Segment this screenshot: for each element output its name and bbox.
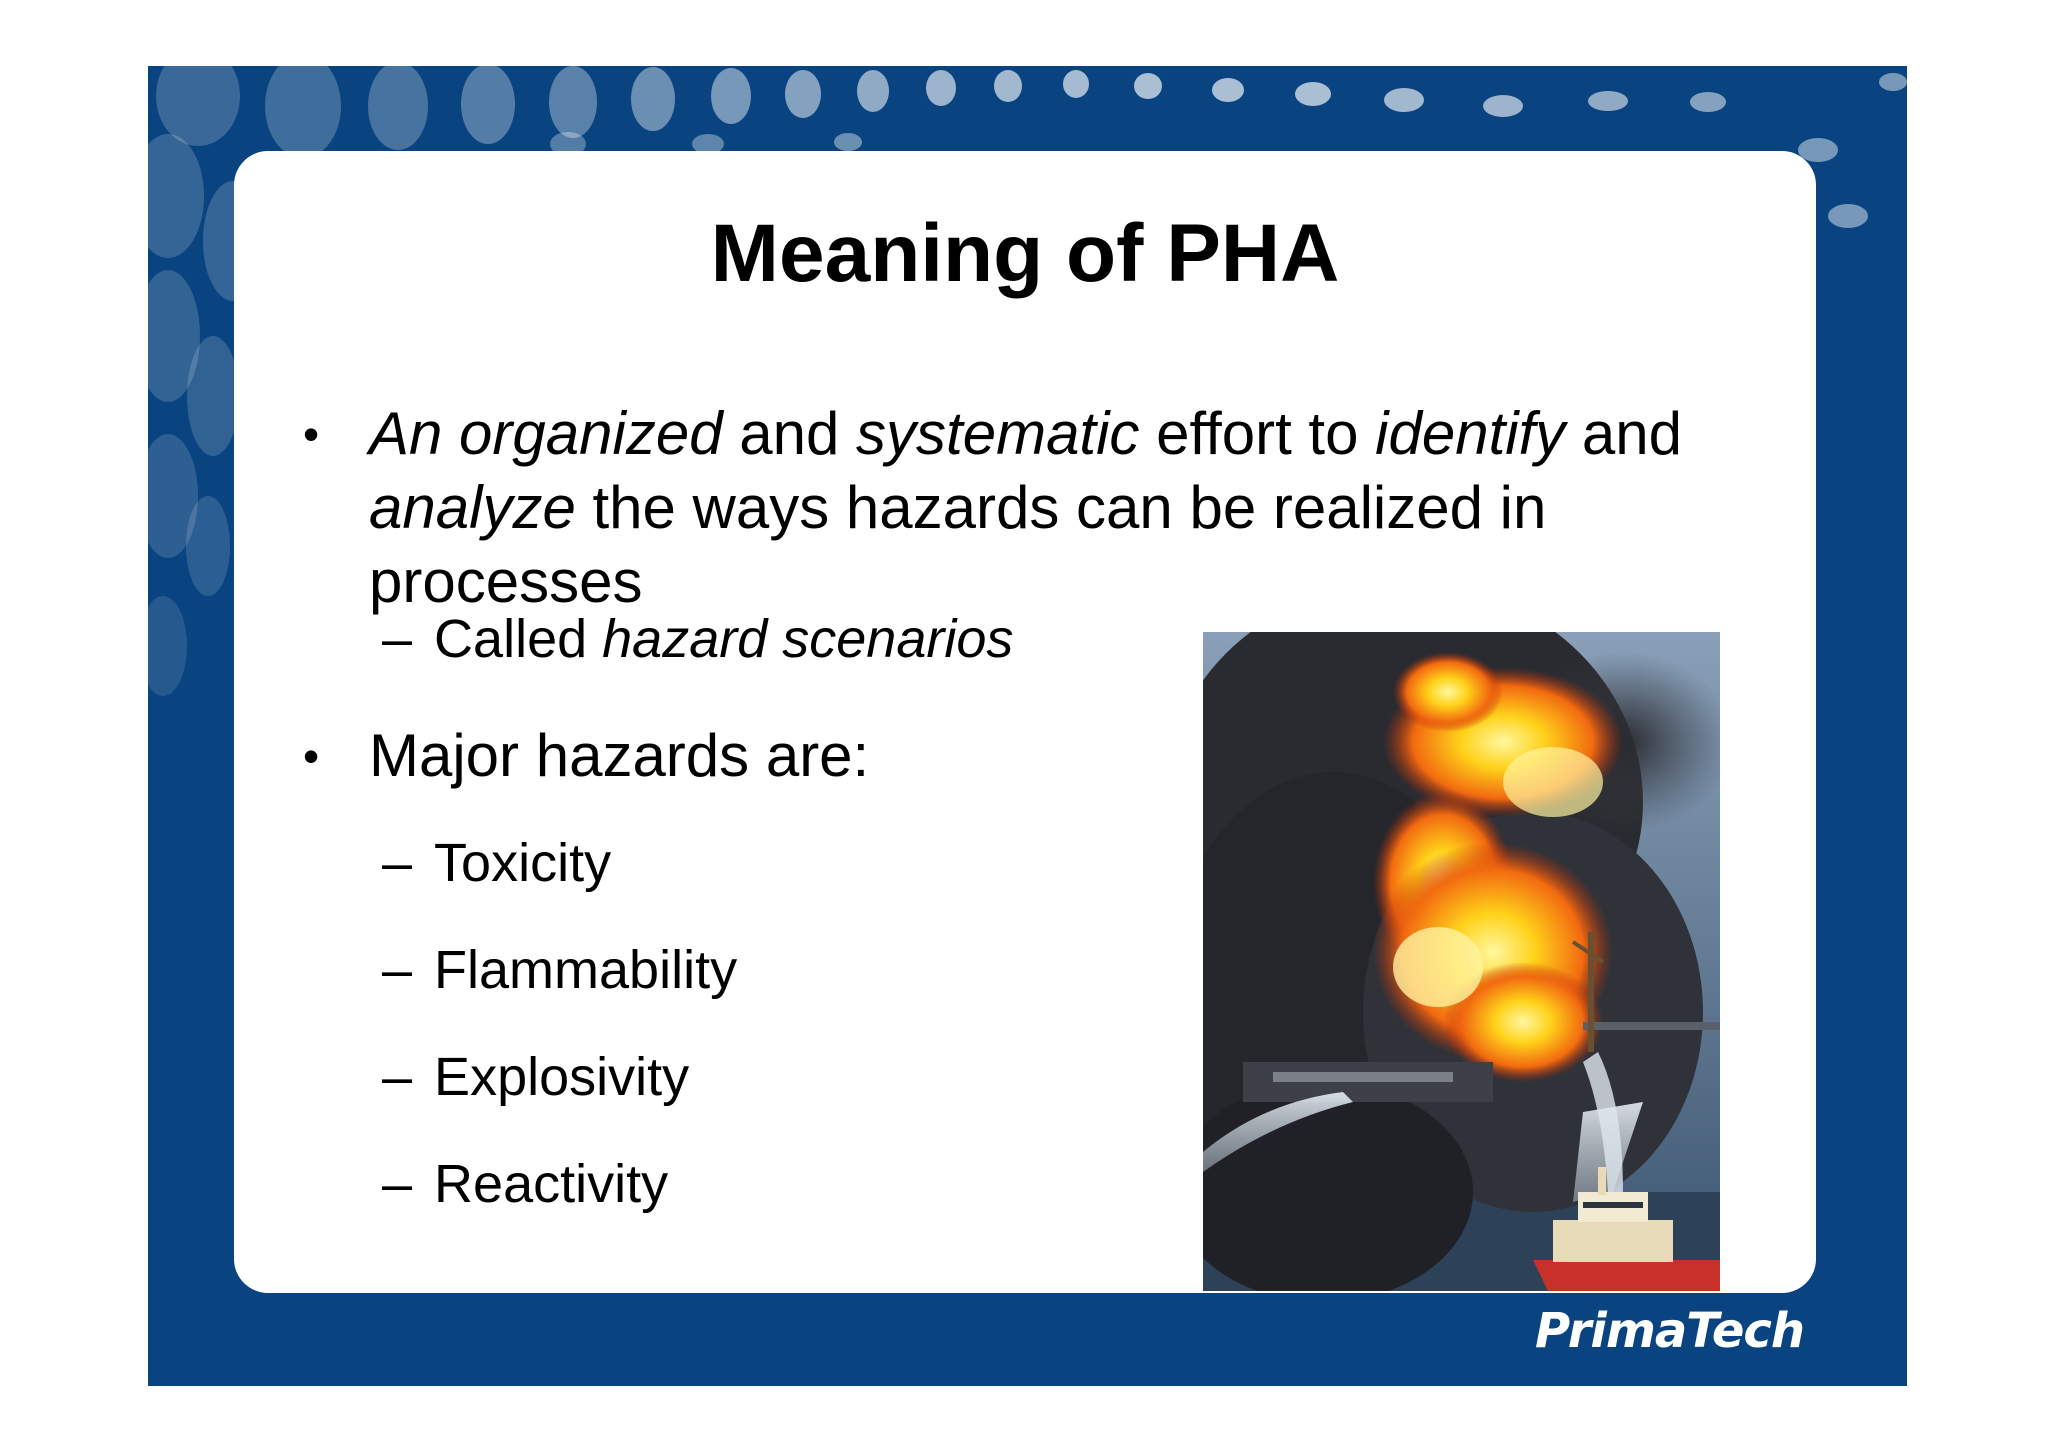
text-segment: effort to — [1139, 400, 1376, 467]
brand-logo: PrimaTech — [1535, 1303, 1804, 1359]
sub-bullet-hazard-scenarios — [382, 607, 1013, 671]
hazard-label: Reactivity — [434, 1154, 669, 1214]
slide — [148, 66, 1907, 1386]
text-segment: the ways hazards can be realized in processes — [369, 474, 1547, 615]
offshore-rig-fire-photo — [1203, 632, 1720, 1291]
slide-title: Meaning of PHA — [710, 208, 1340, 299]
emphasis-systematic: systematic — [856, 400, 1140, 467]
hazard-label: Flammability — [434, 940, 738, 1000]
dash-marker: – — [382, 833, 413, 893]
emphasis-identify: identify — [1375, 400, 1566, 467]
bullet-major-hazards — [303, 719, 1269, 793]
emphasis-organized: An organized — [369, 400, 723, 467]
bullet-definition — [303, 397, 1729, 619]
text-segment: and — [722, 400, 857, 467]
text-segment: and — [1565, 400, 1683, 467]
dash-marker: – — [382, 609, 413, 669]
hazard-item — [382, 831, 611, 895]
bullet-text: Major hazards are: — [369, 722, 870, 789]
dash-marker: – — [382, 1154, 413, 1214]
dash-marker: – — [382, 1047, 413, 1107]
bullet-marker: • — [303, 408, 320, 460]
text-segment: Called — [434, 609, 603, 669]
bullet-marker: • — [303, 730, 320, 782]
dash-marker: – — [382, 940, 413, 1000]
content-panel — [234, 151, 1816, 1293]
hazard-label: Toxicity — [434, 833, 612, 893]
emphasis-hazard-scenarios: hazard scenarios — [602, 609, 1014, 669]
hazard-label: Explosivity — [434, 1047, 690, 1107]
hazard-item — [382, 1045, 689, 1109]
hazard-item — [382, 1152, 668, 1216]
emphasis-analyze: analyze — [369, 474, 576, 541]
hazard-item — [382, 938, 737, 1002]
